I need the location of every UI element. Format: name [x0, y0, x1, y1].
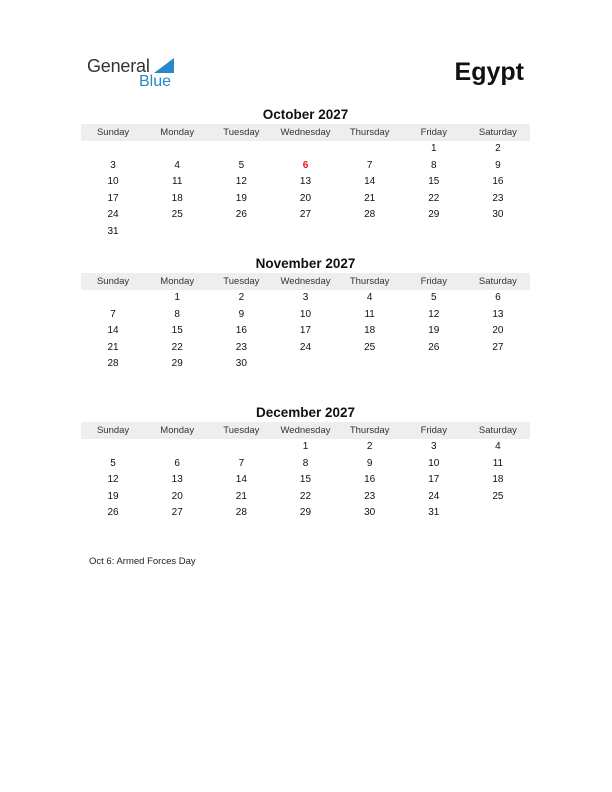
week-row [81, 505, 530, 522]
weekday-label: Tuesday [223, 276, 260, 287]
week-row [81, 174, 530, 191]
day-cell: 9 [238, 308, 245, 320]
day-cell: 19 [235, 192, 247, 204]
day-cell: 7 [366, 159, 373, 171]
day-cell: 30 [492, 209, 504, 221]
day-cell: 12 [428, 308, 440, 320]
day-cell: 1 [174, 292, 180, 303]
weekday-header [81, 273, 530, 290]
day-cell: 13 [492, 308, 504, 320]
weekday-header [81, 124, 530, 141]
holiday-list [89, 556, 196, 567]
weekday-label: Friday [420, 276, 447, 287]
day-cell: 31 [428, 507, 440, 519]
day-cell: 28 [235, 507, 247, 519]
day-cell: 9 [366, 457, 373, 469]
day-cell: 30 [364, 507, 376, 519]
day-cell [81, 290, 145, 307]
month-title: December 2027 [255, 405, 356, 420]
day-cell: 27 [492, 341, 504, 353]
generalblue-logo [87, 56, 187, 92]
day-cell: 13 [299, 176, 312, 188]
day-cell [81, 439, 145, 456]
day-cell: 29 [428, 209, 440, 221]
day-cell [466, 356, 530, 373]
day-cell [402, 224, 466, 241]
day-cell: 27 [171, 507, 183, 519]
day-cell: 6 [495, 292, 501, 303]
day-cell: 7 [238, 457, 245, 469]
day-cell [145, 224, 209, 241]
week-row [81, 224, 530, 241]
day-cell [466, 224, 530, 241]
holiday-item: Oct 6: Armed Forces Day [89, 556, 196, 567]
day-cell: 1 [430, 143, 437, 154]
day-cell: 23 [235, 341, 247, 353]
weekday-label: Wednesday [280, 425, 331, 436]
day-cell [338, 356, 402, 373]
day-cell: 17 [107, 192, 119, 204]
weekday-label: Thursday [349, 127, 390, 138]
day-cell [145, 439, 209, 456]
day-cell: 18 [492, 474, 504, 486]
day-cell: 29 [299, 507, 312, 519]
day-cell [273, 141, 337, 158]
country-title: Egypt [454, 58, 524, 86]
day-cell: 9 [495, 159, 501, 171]
day-cell: 14 [107, 325, 119, 337]
day-cell: 14 [235, 474, 247, 486]
day-cell: 11 [492, 457, 504, 469]
day-cell: 6 [174, 457, 180, 469]
weekday-label: Sunday [96, 425, 130, 436]
day-cell: 5 [110, 457, 116, 469]
weekday-header [81, 422, 530, 439]
day-cell: 27 [299, 209, 312, 221]
day-cell [466, 505, 530, 522]
day-cell: 2 [238, 292, 245, 303]
day-cell: 4 [366, 292, 373, 303]
day-cell [273, 356, 337, 373]
day-cell: 7 [110, 308, 116, 320]
weekday-label: Friday [420, 127, 447, 138]
day-cell: 25 [492, 490, 504, 502]
day-cell: 8 [430, 159, 437, 171]
day-cell: 4 [174, 159, 180, 171]
week-row [81, 456, 530, 473]
week-row [81, 158, 530, 175]
weekday-label: Monday [160, 425, 195, 436]
day-cell: 24 [428, 490, 440, 502]
weekday-label: Saturday [478, 127, 517, 138]
day-cell: 14 [364, 176, 376, 188]
day-cell: 28 [107, 358, 119, 370]
day-cell: 5 [430, 292, 437, 303]
week-row [81, 356, 530, 373]
day-cell: 29 [171, 358, 183, 370]
day-cell: 16 [492, 176, 504, 188]
weekday-label: Monday [160, 276, 195, 287]
day-cell: 21 [235, 490, 247, 502]
week-row [81, 207, 530, 224]
day-cell: 21 [107, 341, 119, 353]
day-cell: 17 [428, 474, 440, 486]
day-cell: 16 [235, 325, 247, 337]
week-row [81, 323, 530, 340]
day-cell: 5 [238, 159, 245, 171]
weekday-label: Thursday [349, 425, 390, 436]
day-cell: 24 [299, 341, 312, 353]
day-cell [338, 224, 402, 241]
week-row [81, 290, 530, 307]
day-cell [402, 356, 466, 373]
week-row [81, 439, 530, 456]
day-cell: 22 [299, 490, 312, 502]
day-cell: 30 [235, 358, 247, 370]
weekday-label: Tuesday [223, 127, 260, 138]
month-block [81, 404, 530, 522]
day-cell [338, 141, 402, 158]
day-cell: 11 [364, 308, 375, 320]
day-cell [209, 439, 273, 456]
weekday-label: Tuesday [223, 425, 260, 436]
day-cell: 23 [364, 490, 376, 502]
weekday-label: Friday [420, 425, 447, 436]
week-row [81, 141, 530, 158]
month-block [81, 255, 530, 373]
day-cell: 8 [302, 457, 309, 469]
day-cell: 3 [110, 159, 116, 171]
day-cell: 20 [492, 325, 504, 337]
weekday-label: Thursday [349, 276, 390, 287]
day-cell: 8 [174, 308, 180, 320]
weekday-label: Sunday [96, 276, 130, 287]
day-cell: 15 [299, 474, 312, 486]
day-cell: 10 [299, 308, 312, 320]
day-cell: 15 [171, 325, 183, 337]
weekday-label: Wednesday [280, 276, 331, 287]
day-cell: 13 [171, 474, 183, 486]
day-cell: 2 [495, 143, 501, 154]
day-cell: 18 [364, 325, 376, 337]
day-cell: 10 [107, 176, 119, 188]
week-row [81, 191, 530, 208]
day-cell: 31 [107, 225, 119, 237]
day-cell: 16 [364, 474, 376, 486]
day-cell: 3 [430, 441, 437, 452]
day-cell: 22 [171, 341, 183, 353]
day-cell: 19 [428, 325, 440, 337]
day-cell [81, 141, 145, 158]
logo-blue-text: Blue [139, 73, 172, 90]
day-cell: 28 [364, 209, 376, 221]
week-row [81, 307, 530, 324]
week-row [81, 489, 530, 506]
day-cell: 21 [364, 192, 376, 204]
day-cell [209, 224, 273, 241]
day-cell: 15 [428, 176, 440, 188]
day-cell: 1 [302, 441, 309, 452]
day-cell: 11 [172, 176, 183, 188]
month-block [81, 106, 530, 241]
day-cell: 23 [492, 192, 504, 204]
day-cell: 25 [171, 209, 183, 221]
day-cell: 2 [366, 441, 373, 452]
day-cell: 24 [107, 209, 119, 221]
month-title: October 2027 [262, 107, 349, 122]
day-cell: 12 [107, 474, 119, 486]
weekday-label: Sunday [96, 127, 130, 138]
week-row [81, 472, 530, 489]
day-cell: 26 [107, 507, 119, 519]
day-cell [209, 141, 273, 158]
day-cell [273, 224, 337, 241]
holiday-day-cell: 6 [302, 159, 309, 171]
week-row [81, 340, 530, 357]
day-cell [145, 141, 209, 158]
day-cell: 19 [107, 490, 119, 502]
day-cell: 20 [171, 490, 183, 502]
day-cell: 22 [428, 192, 440, 204]
weekday-label: Monday [160, 127, 195, 138]
day-cell: 3 [302, 292, 309, 303]
logo-triangle-icon [154, 58, 174, 73]
day-cell: 12 [235, 176, 247, 188]
day-cell: 20 [299, 192, 312, 204]
logo-general-text: General [87, 56, 150, 76]
weekday-label: Saturday [478, 425, 517, 436]
day-cell: 25 [364, 341, 376, 353]
weekday-label: Saturday [478, 276, 517, 287]
day-cell: 18 [171, 192, 183, 204]
day-cell: 17 [299, 325, 312, 337]
month-title: November 2027 [255, 256, 356, 271]
day-cell: 4 [495, 441, 501, 452]
day-cell: 10 [428, 457, 440, 469]
day-cell: 26 [428, 341, 440, 353]
day-cell: 26 [235, 209, 247, 221]
weekday-label: Wednesday [280, 127, 331, 138]
